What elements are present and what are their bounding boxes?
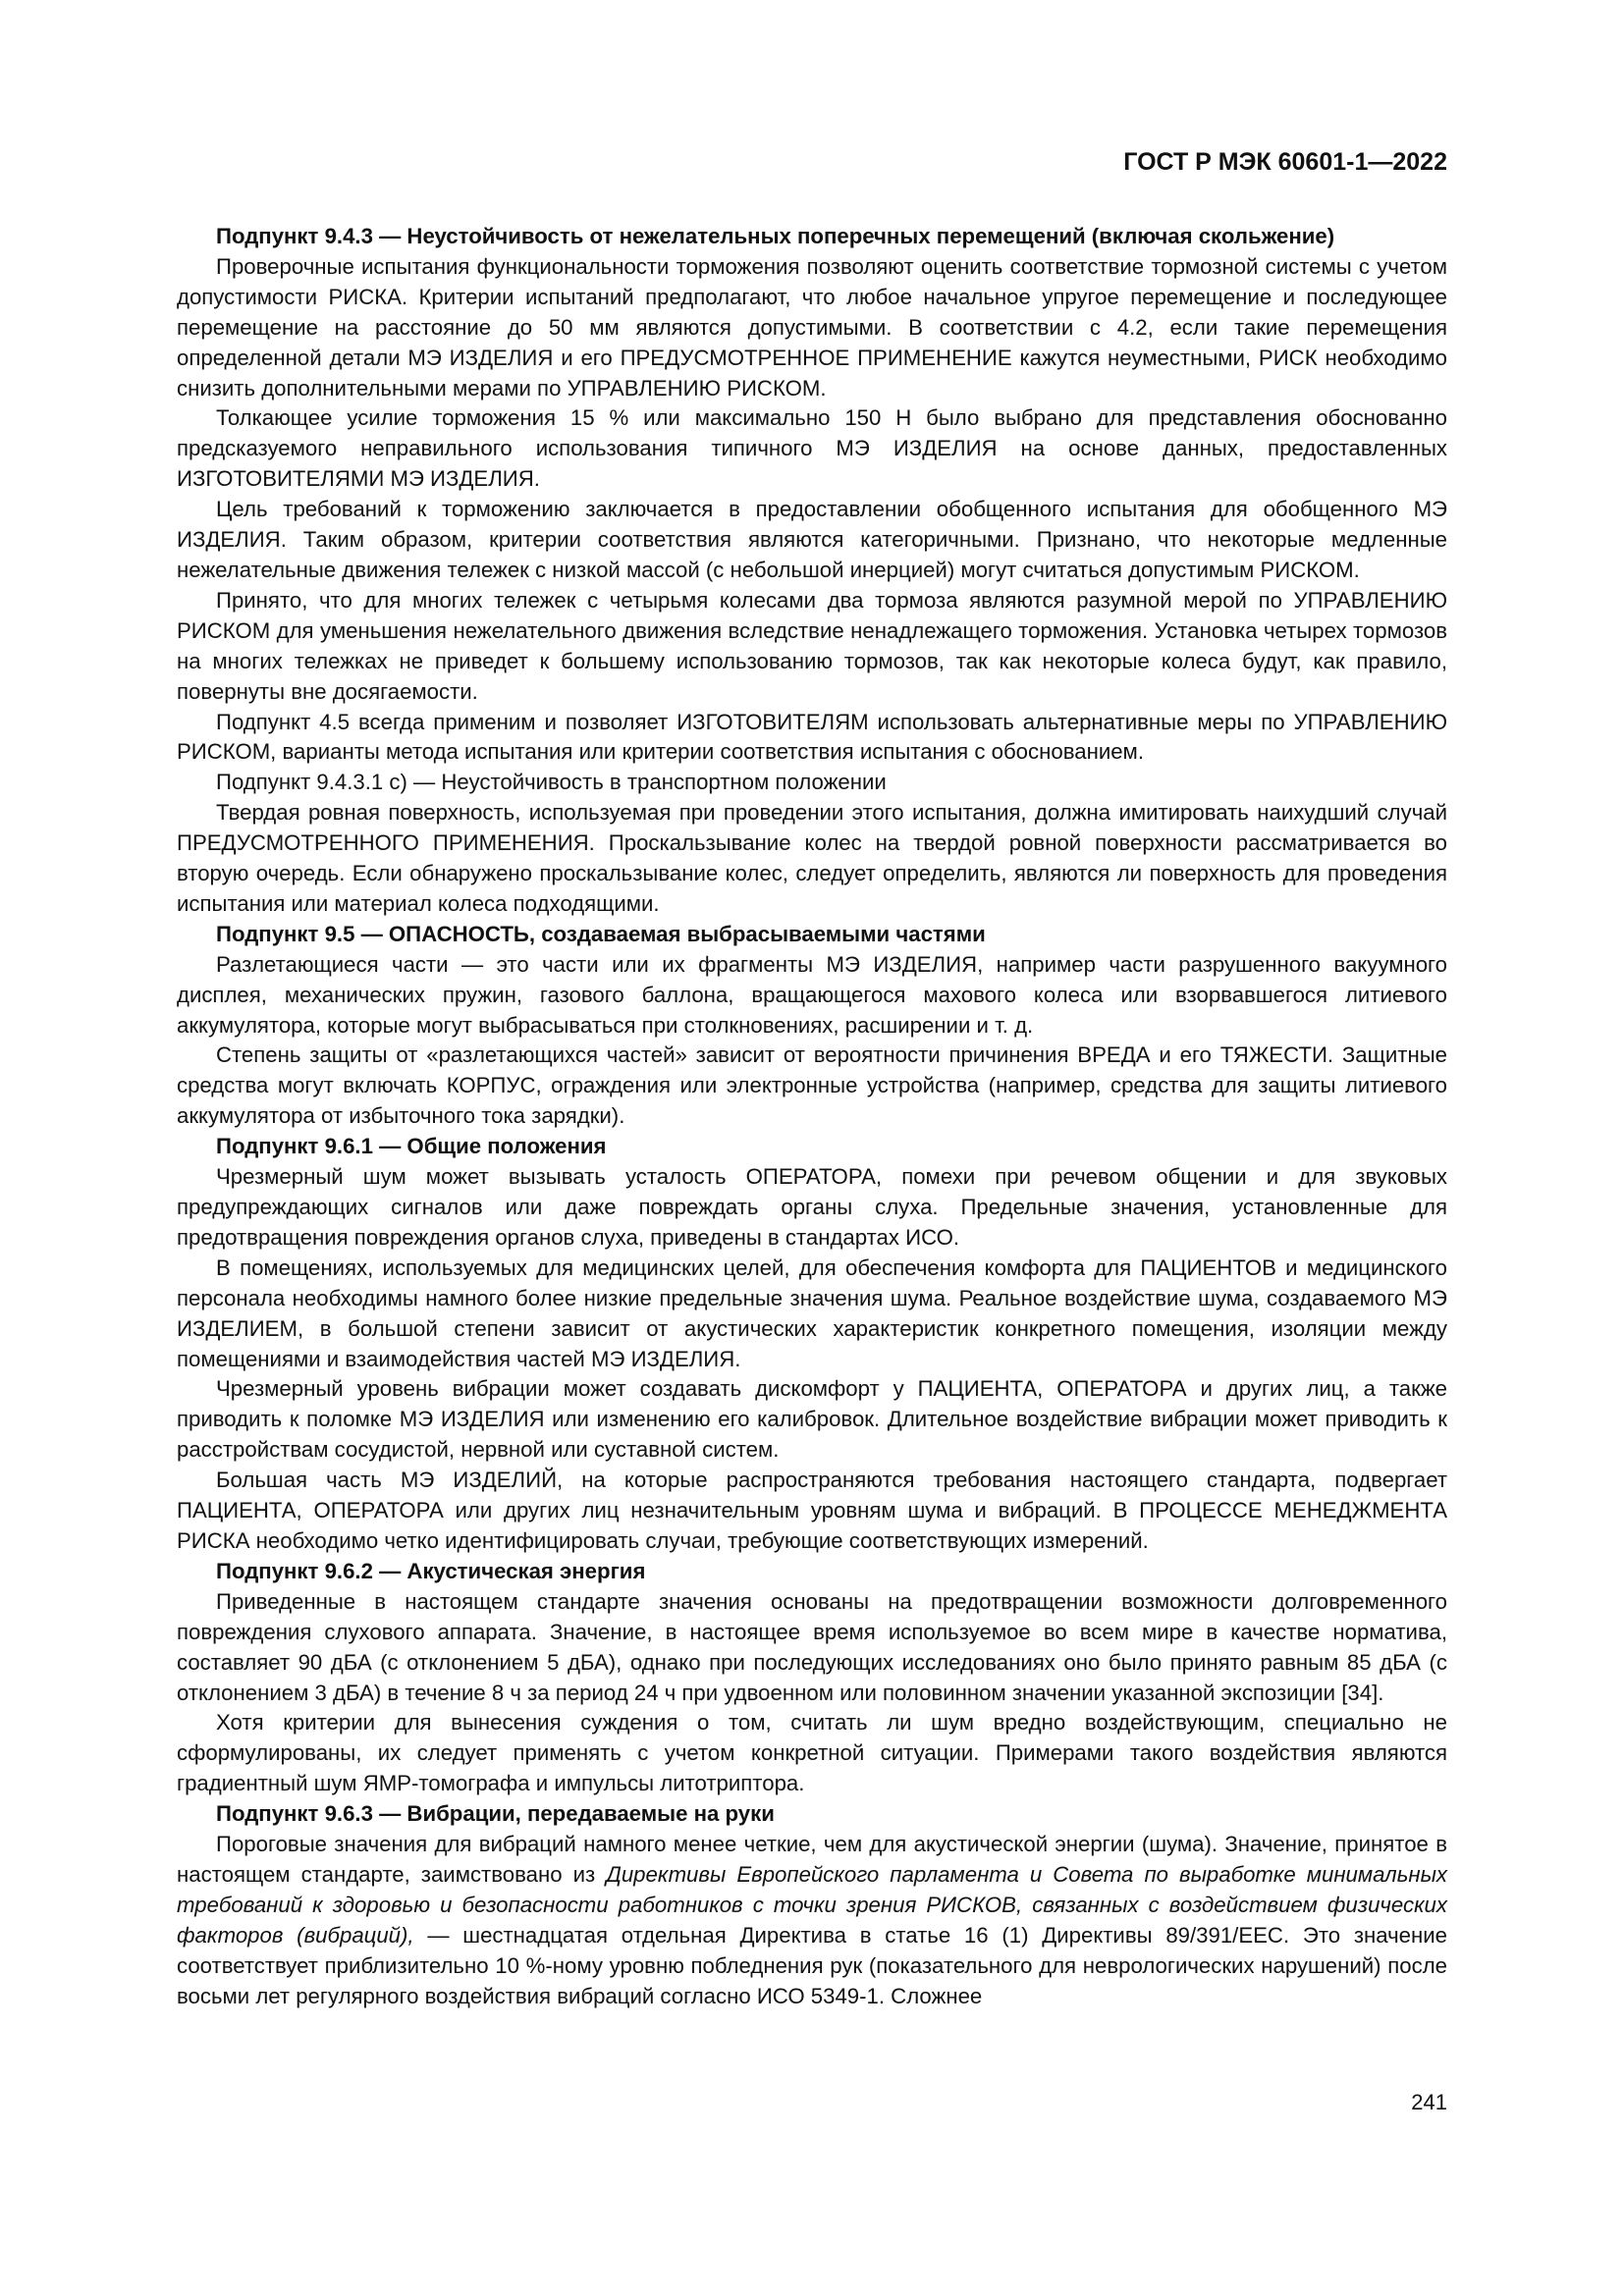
paragraph: Чрезмерный уровень вибрации может создавать дискомфорт у ПАЦИЕНТА, ОПЕРАТОРА и других лиц, а также приводить к поломке МЭ ИЗДЕЛИЯ или изменению его калибровок. Длительное воздействие вибрации может приводить к расстройствам сосудистой, нервной или суставной систем. [177,1376,1447,1463]
paragraph-mixed [177,1830,1447,2011]
paragraph: Подпункт 4.5 всегда применим и позволяет ИЗГОТОВИТЕЛЯМ использовать альтернативные меры по УПРАВЛЕНИЮ РИСКОМ, варианты метода испытания или критерии соответствия испытания с обоснованием. [177,709,1447,765]
section-heading: Подпункт 9.5 — ОПАСНОСТЬ, создаваемая выбрасываемыми частями [216,921,986,946]
paragraph: Приведенные в настоящем стандарте значения основаны на предотвращении возможности долговременного повреждения слухового аппарата. Значение, в настоящее время используемое во всем мире в качестве норматива, составляет 90 дБА (с отклонением 5 дБА), однако при последующих исследованиях оно было принято равным 85 дБА (с отклонением 3 дБА) в течение 8 ч за период 24 ч при удвоенном или половинном значении указанной экспозиции [34]. [177,1588,1447,1705]
paragraph: В помещениях, используемых для медицинских целей, для обеспечения комфорта для ПАЦИЕНТОВ и медицинского персонала необходимы намного более низкие предельные значения шума. Реальное воздействие шума, создаваемого МЭ ИЗДЕЛИЕМ, в большой степени зависит от акустических характеристик конкретного помещения, изоляции между помещениями и взаимодействия частей МЭ ИЗДЕЛИЯ. [177,1255,1447,1371]
paragraph: Твердая ровная поверхность, используемая при проведении этого испытания, должна имитировать наихудший случай ПРЕДУСМОТРЕННОГО ПРИМЕНЕНИЯ. Проскальзывание колес на твердой ровной поверхности рассматривается во вторую очередь. Если обнаружено проскальзывание колес, следует определить, являются ли поверхность для проведения испытания или материал колеса подходящими. [177,800,1447,916]
paragraph: Толкающее усилие торможения 15 % или максимально 150 Н было выбрано для представления обоснованно предсказуемого неправильного использования типичного МЭ ИЗДЕЛИЯ на основе данных, предоставленных ИЗГОТОВИТЕЛЯМИ МЭ ИЗДЕЛИЯ. [177,405,1447,492]
paragraph: Принято, что для многих тележек с четырьмя колесами два тормоза являются разумной мерой по УПРАВЛЕНИЮ РИСКОМ для уменьшения нежелательного движения вследствие ненадлежащего торможения. Установка четырех тормозов на многих тележках не приведет к большему использованию тормозов, так как некоторые колеса будут, как правило, повернуты вне досягаемости. [177,587,1447,704]
paragraph: Степень защиты от «разлетающихся частей» зависит от вероятности причинения ВРЕДА и его ТЯЖЕСТИ. Защитные средства могут включать КОРПУС, ограждения или электронные устройства (например, средства для защиты литиевого аккумулятора от избыточного тока зарядки). [177,1042,1447,1129]
document-id: ГОСТ Р МЭК 60601-1—2022 [1123,148,1447,176]
paragraph: Большая часть МЭ ИЗДЕЛИЙ, на которые распространяются требования настоящего стандарта, подвергает ПАЦИЕНТА, ОПЕРАТОРА или других лиц незначительным уровням шума и вибраций. В ПРОЦЕССЕ МЕНЕДЖМЕНТА РИСКА необходимо четко идентифицировать случаи, требующие соответствующих измерений. [177,1468,1447,1553]
italic-citation: Директивы Европейского парламента и Совета по выработке минимальных требований к здоровью и безопасности работников с точки зрения РИСКОВ, связанных с воздействием физических факторов (вибраций), [177,1861,1447,1948]
section-heading: Подпункт 9.6.2 — Акустическая энергия [216,1558,646,1583]
section-heading: Подпункт 9.4.3 — Неустойчивость от нежелательных поперечных перемещений (включая скольжение) [216,224,1335,248]
paragraph: Цель требований к торможению заключается в предоставлении обобщенного испытания для обобщенного МЭ ИЗДЕЛИЯ. Таким образом, критерии соответствия являются категоричными. Признано, что некоторые медленные нежелательные движения тележек с низкой массой (с небольшой инерцией) могут считаться допустимым РИСКОМ. [177,497,1447,582]
section-heading: Подпункт 9.6.3 — Вибрации, передаваемые на руки [216,1801,775,1827]
section-heading: Подпункт 9.6.1 — Общие положения [216,1134,607,1159]
document-body [177,222,1447,2011]
paragraph: Чрезмерный шум может вызывать усталость ОПЕРАТОРА, помехи при речевом общении и для звуковых предупреждающих сигналов или даже повреждать органы слуха. Предельные значения, установленные для предотвращения повреждения органов слуха, приведены в стандартах ИСО. [177,1164,1447,1250]
text-run: Пороговые значения для вибраций намного менее четкие, чем для акустической энергии (шума). Значение, принятое в настоящем стандарте, заимствовано из [177,1832,1447,1887]
paragraph: Разлетающиеся части — это части или их фрагменты МЭ ИЗДЕЛИЯ, например части разрушенного вакуумного дисплея, механических пружин, газового баллона, вращающегося махового колеса или взорвавшегося литиевого аккумулятора, которые могут выбрасываться при столкновениях, расширении и т. д. [177,951,1447,1038]
paragraph: Хотя критерии для вынесения суждения о том, считать ли шум вредно воздействующим, специально не сформулированы, их следует применять с учетом конкретной ситуации. Примерами такого воздействия являются градиентный шум ЯМР-томографа и импульсы литотриптора. [177,1710,1447,1796]
subsection-line: Подпункт 9.4.3.1 с) — Неустойчивость в транспортном положении [216,770,887,795]
paragraph: Проверочные испытания функциональности торможения позволяют оценить соответствие тормозной системы с учетом допустимости РИСКА. Критерии испытаний предполагают, что любое начальное упругое перемещение и последующее перемещение на расстояние до 50 мм являются допустимыми. В соответствии с 4.2, если такие перемещения определенной детали МЭ ИЗДЕЛИЯ и его ПРЕДУСМОТРЕННОЕ ПРИМЕНЕНИЕ кажутся неуместными, РИСК необходимо снизить дополнительными мерами по УПРАВЛЕНИЮ РИСКОМ. [177,253,1447,400]
page-number: 241 [1411,2090,1447,2114]
text-run: — шестнадцатая отдельная Директива в статье 16 (1) Директивы 89/391/EEC. Это значение соответствует приблизительно 10 %-ному уровню побледнения рук (показательного для неврологических нарушений) после восьми лет регулярного воздействия вибраций согласно ИСО 5349-1. Сложнее [177,1922,1447,2008]
